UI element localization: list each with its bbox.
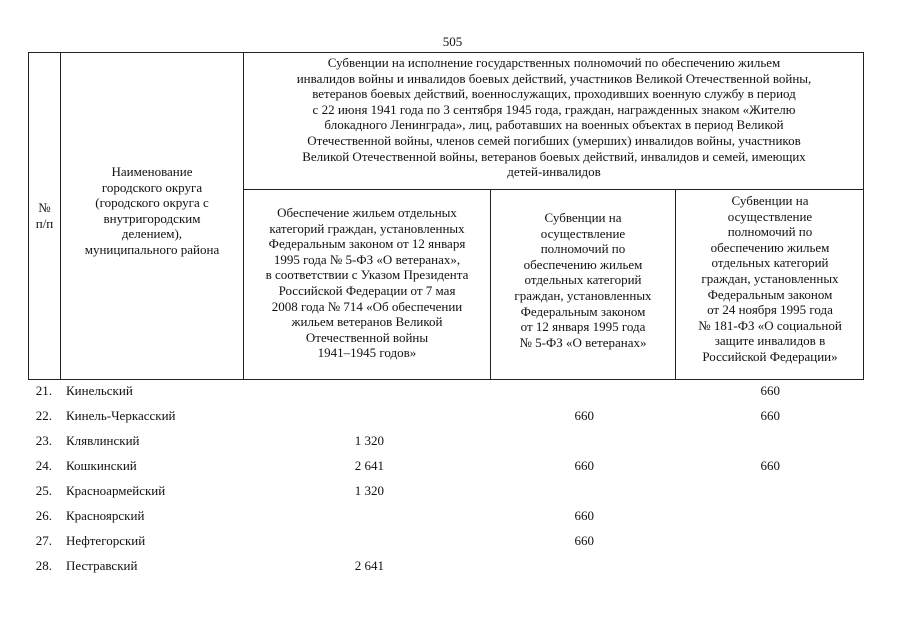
cell-housing-decree: 2 641	[354, 458, 384, 473]
row-number: 23.	[35, 433, 52, 448]
row-number: 22.	[35, 408, 52, 423]
column-header-subvention-disabled: Субвенции на осуществление полномочий по обеспечению жильем отдельных категорий граждан, установленных Федеральным законом от 24 ноября 1995 года № 181-ФЗ «О социальной защите инвалидов в Российской Федерации»	[698, 193, 842, 364]
district-name: Кинель-Черкасский	[66, 408, 176, 423]
district-name: Красноармейский	[66, 483, 166, 498]
cell-subvention-veterans: 660	[574, 458, 594, 473]
column-header-number: № п/п	[35, 200, 54, 231]
table-row	[0, 383, 905, 403]
cell-housing-decree: 1 320	[354, 433, 384, 448]
table-row	[0, 433, 905, 453]
row-number: 21.	[35, 383, 52, 398]
district-name: Пестравский	[66, 558, 138, 573]
cell-subvention-veterans: 660	[574, 408, 594, 423]
row-number: 28.	[35, 558, 52, 573]
row-number: 26.	[35, 508, 52, 523]
divider-group-subheaders	[243, 189, 864, 190]
row-number: 24.	[35, 458, 52, 473]
page-number: 505	[442, 34, 463, 49]
cell-housing-decree: 1 320	[354, 483, 384, 498]
column-group-title: Субвенции на исполнение государственных полномочий по обеспечению жильем инвалидов войны и инвалидов боевых действий, участников Великой Отечественной войны, ветеранов боевых действий, военнослужащих, проходивших военную службу в период с 22 июня 1941 года по 3 сентября 1945 года, граждан, награжденных знаком «Жителю блокадного Ленинграда», лиц, работавших на военных объектах в период Великой Отечественной войны, членов семей погибших (умерших) инвалидов войны, участников Великой Отечественной войны, ветеранов боевых действий, инвалидов и семей, имеющих детей-инвалидов	[296, 55, 812, 180]
district-name: Кинельский	[66, 383, 133, 398]
district-name: Кошкинский	[66, 458, 137, 473]
table-row	[0, 408, 905, 428]
table-row	[0, 458, 905, 478]
cell-subvention-disabled: 660	[760, 458, 780, 473]
header-table	[28, 52, 864, 380]
cell-subvention-veterans: 660	[574, 508, 594, 523]
table-row	[0, 533, 905, 553]
cell-subvention-disabled: 660	[760, 383, 780, 398]
district-name: Нефтегорский	[66, 533, 146, 548]
cell-subvention-veterans: 660	[574, 533, 594, 548]
table-row	[0, 558, 905, 578]
district-name: Красноярский	[66, 508, 145, 523]
row-number: 25.	[35, 483, 52, 498]
column-header-name: Наименование городского округа (городского округа с внутригородским делением), муниципального района	[84, 164, 220, 257]
table-row	[0, 508, 905, 528]
table-row	[0, 483, 905, 503]
row-number: 27.	[35, 533, 52, 548]
cell-housing-decree: 2 641	[354, 558, 384, 573]
district-name: Клявлинский	[66, 433, 140, 448]
column-header-subvention-veterans: Субвенции на осуществление полномочий по обеспечению жильем отдельных категорий граждан, установленных Федеральным законом от 12 января 1995 года № 5-ФЗ «О ветеранах»	[514, 210, 652, 350]
column-header-housing-decree: Обеспечение жильем отдельных категорий граждан, установленных Федеральным законом от 12 января 1995 года № 5-ФЗ «О ветеранах», в соответствии с Указом Президента Российской Федерации от 7 мая 2008 года № 714 «Об обеспечении жильем ветеранов Великой Отечественной войны 1941–1945 годов»	[265, 205, 469, 361]
cell-subvention-disabled: 660	[760, 408, 780, 423]
